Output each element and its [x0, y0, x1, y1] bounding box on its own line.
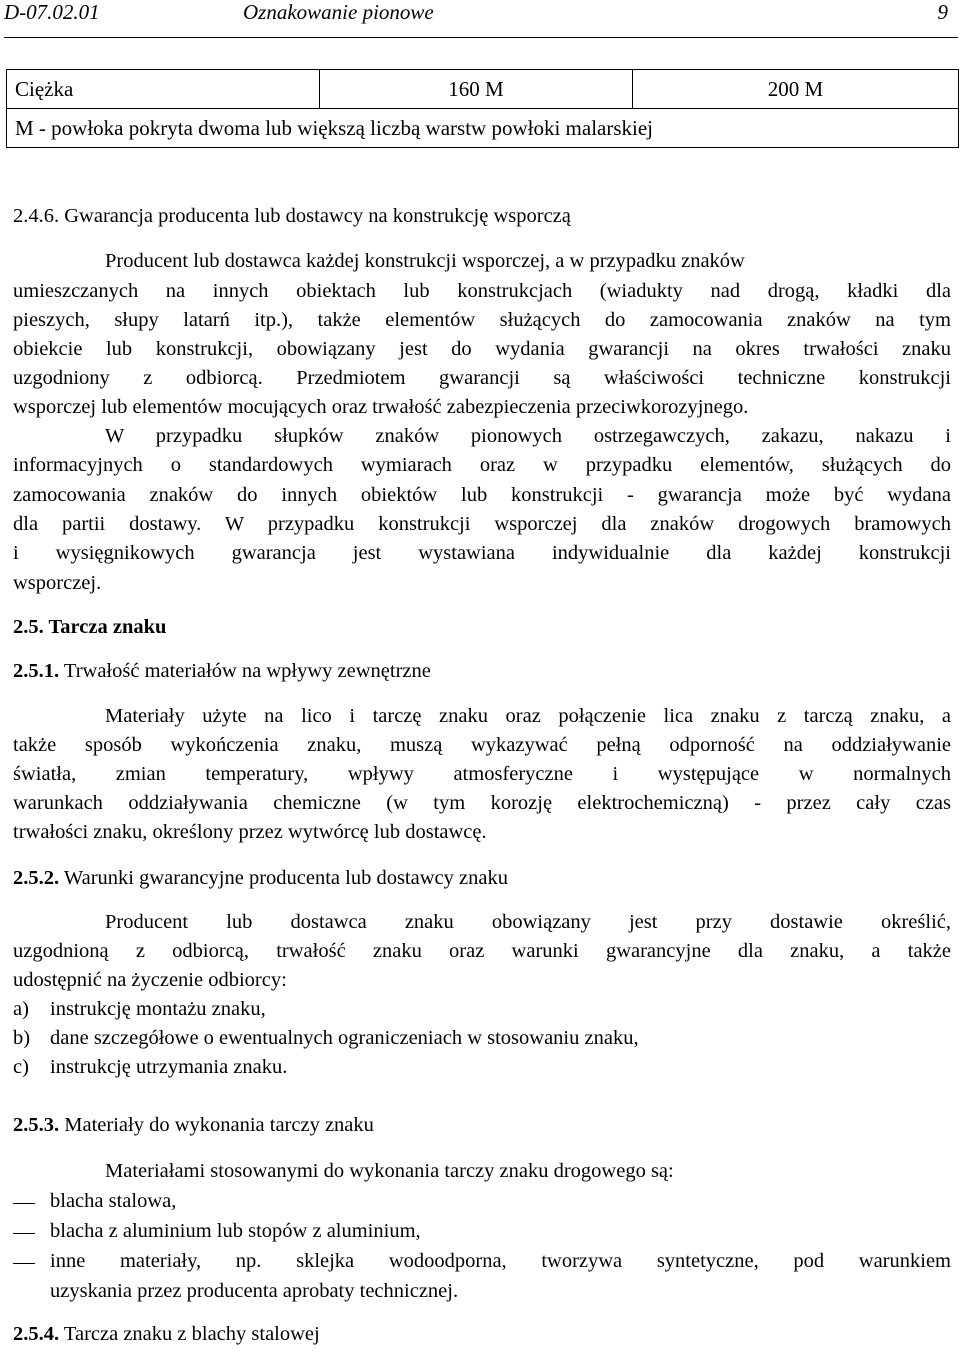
table-row: [7, 109, 959, 148]
section-title: Warunki gwarancyjne producenta lub dostawcy znaku: [63, 867, 508, 889]
page-header: [0, 0, 960, 40]
section-title: Tarcza znaku z blachy stalowej: [63, 1323, 320, 1345]
section-heading-2-4-6: 2.4.6. Gwarancja producenta lub dostawcy na konstrukcję wsporczą: [13, 205, 571, 227]
list-item: blacha z aluminium lub stopów z aluminium,: [50, 1220, 421, 1242]
section-number: 2.5.4.: [13, 1323, 60, 1345]
paragraph-line: Materiałami stosowanymi do wykonania tarczy znaku drogowego są:: [105, 1160, 674, 1182]
section-heading-2-5-3: [13, 1114, 374, 1137]
list-marker: b): [13, 1027, 31, 1049]
table-cell: 160 M: [320, 70, 633, 109]
paragraph-line: informacyjnych o standardowych wymiarach oraz w przypadku elementów, służących do: [13, 454, 951, 476]
paragraph-line: Materiały użyte na lico i tarczę znaku oraz połączenie lica znaku z tarczą znaku, a: [105, 705, 951, 727]
section-heading-2-5-2: [13, 867, 508, 890]
section-title: Trwałość materiałów na wpływy zewnętrzne: [63, 660, 431, 682]
table-cell: 200 M: [633, 70, 959, 109]
table-cell: Ciężka: [7, 70, 320, 109]
paragraph-line: dla partii dostawy. W przypadku konstrukcji wsporczej dla znaków drogowych bramowych: [13, 513, 951, 535]
paragraph-line: warunkach oddziaływania chemiczne (w tym korozję elektrochemiczną) - przez cały czas: [13, 792, 951, 814]
paragraph-line: uzgodnioną z odbiorcą, trwałość znaku oraz warunki gwarancyjne dla znaku, a także: [13, 940, 951, 962]
table-footnote: M - powłoka pokryta dwoma lub większą liczbą warstw powłoki malarskiej: [7, 109, 959, 148]
page-number: 9: [937, 0, 948, 24]
paragraph-line: zamocowania znaków do innych obiektów lub konstrukcji - gwarancja może być wydana: [13, 484, 951, 506]
table-row: [7, 70, 959, 109]
paragraph-line: i wysięgnikowych gwarancja jest wystawiana indywidualnie dla każdej konstrukcji: [13, 542, 951, 564]
paragraph-line: Producent lub dostawca znaku obowiązany jest przy dostawie określić,: [105, 911, 951, 933]
paragraph-line: wsporczej.: [13, 572, 102, 594]
list-dash: [13, 1233, 35, 1234]
section-title: Materiały do wykonania tarczy znaku: [64, 1114, 374, 1136]
coating-table: [6, 69, 959, 148]
list-item: inne materiały, np. sklejka wodoodporna, tworzywa syntetyczne, pod warunkiem: [50, 1250, 951, 1272]
list-dash: [13, 1263, 35, 1264]
section-heading-2-5: 2.5. Tarcza znaku: [13, 616, 167, 638]
paragraph-line: pieszych, słupy latarń itp.), także elementów służących do zamocowania znaków na tym: [13, 309, 951, 331]
paragraph-line: umieszczanych na innych obiektach lub konstrukcjach (wiadukty nad drogą, kładki dla: [13, 280, 951, 302]
list-item: blacha stalowa,: [50, 1190, 177, 1212]
section-heading-2-5-4: [13, 1323, 320, 1346]
section-heading-2-5-1: [13, 660, 431, 683]
list-text: instrukcję utrzymania znaku.: [50, 1056, 288, 1078]
list-text: instrukcję montażu znaku,: [50, 998, 266, 1020]
list-item: [13, 1056, 288, 1079]
list-item-continuation: uzyskania przez producenta aprobaty technicznej.: [50, 1280, 459, 1302]
section-number: 2.5.1.: [13, 660, 60, 682]
paragraph-line: obiekcie lub konstrukcji, obowiązany jest do wydania gwarancji na okres trwałości znaku: [13, 338, 951, 360]
list-text: dane szczegółowe o ewentualnych ograniczeniach w stosowaniu znaku,: [50, 1027, 639, 1049]
header-rule: [4, 37, 958, 38]
paragraph-line: także sposób wykończenia znaku, muszą wykazywać pełną odporność na oddziaływanie: [13, 734, 951, 756]
list-item: [13, 998, 266, 1021]
paragraph-line: światła, zmian temperatury, wpływy atmosferyczne i występujące w normalnych: [13, 763, 951, 785]
list-item: [13, 1027, 639, 1050]
document-title: Oznakowanie pionowe: [243, 0, 434, 24]
paragraph-line: Producent lub dostawca każdej konstrukcji wsporczej, a w przypadku znaków: [105, 250, 745, 272]
document-code: D-07.02.01: [4, 0, 100, 24]
paragraph-line: udostępnić na życzenie odbiorcy:: [13, 969, 287, 991]
section-number: 2.5.2.: [13, 867, 60, 889]
section-number: 2.5.3.: [13, 1114, 60, 1136]
list-marker: c): [13, 1056, 29, 1078]
list-marker: a): [13, 998, 29, 1020]
paragraph-line: wsporczej lub elementów mocujących oraz trwałość zabezpieczenia przeciwkorozyjnego.: [13, 396, 749, 418]
paragraph-line: uzgodniony z odbiorcą. Przedmiotem gwarancji są właściwości techniczne konstrukcji: [13, 367, 951, 389]
paragraph-line: W przypadku słupków znaków pionowych ostrzegawczych, zakazu, nakazu i: [105, 425, 951, 447]
paragraph-line: trwałości znaku, określony przez wytwórcę lub dostawcę.: [13, 821, 487, 843]
list-dash: [13, 1203, 35, 1204]
